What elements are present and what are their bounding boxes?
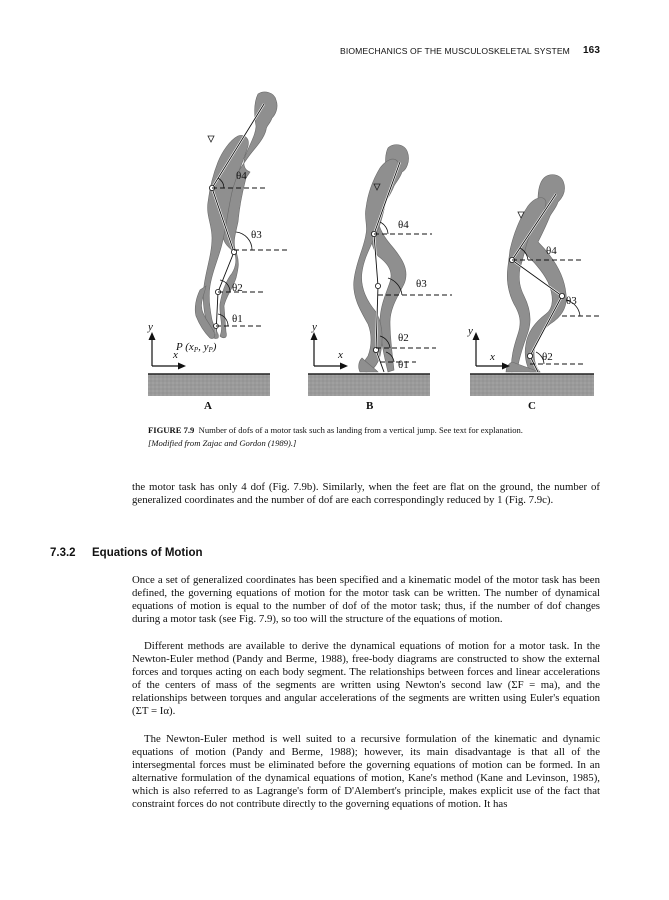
point-p-label: P (xP, yP) [176,341,217,354]
section-heading [50,547,203,559]
caption-text: Number of dofs of a motor task such as landing from a vertical jump. See text for explanation. [198,425,523,435]
axis-y-a: y [148,321,153,333]
angle-theta3-c: θ3 [566,295,577,307]
angle-theta3-b: θ3 [416,278,427,290]
figure-7-9 [140,82,610,422]
axis-x-c: x [490,351,495,363]
paragraph-continuation: the motor task has only 4 dof (Fig. 7.9b). Similarly, when the feet are flat on the ground, the number of generalized coordinates and the number of dof are each correspondingly reduced by 1 (Fig. 7.9c). [132,481,600,507]
angle-theta4-a: θ4 [236,170,247,182]
angle-theta4-b: θ4 [398,219,409,231]
paragraph-equations-intro: Once a set of generalized coordinates has been specified and a kinematic model of the motor task has been defined, the governing equations of motion for the motor task can be written. The number of dynamical equations of motion is equal to the number of dof of the motor task; thus, if the number of dof changes during a motor task (see Fig. 7.9), so too will the structure of the equations of motion. [132,574,600,626]
ground-b [308,374,430,396]
angle-theta1-a: θ1 [232,313,243,325]
figure-caption [148,424,608,450]
page-number: 163 [583,45,600,56]
section-title: Equations of Motion [92,547,203,559]
ground-c [470,374,594,396]
axis-y-c: y [468,325,473,337]
angle-theta2-b: θ2 [398,332,409,344]
section-number: 7.3.2 [50,547,76,559]
paragraph-kanes-method: The Newton-Euler method is well suited to a recursive formulation of the kinematic and dynamic equations of motion (Pandy and Berme, 1988); however, its main disadvantage is that all of the intersegmental forces must be eliminated before the governing equations of motion can be formed. In an alternative formulation of the dynamical equations of motion, Kane's method (Kane and Levinson, 1985), which is also referred to as Lagrange's form of D'Alembert's principle, makes explicit use of the fact that constraint forces do not contribute directly to the governing equations of motion. It has [132,733,600,811]
panel-letter-b: B [366,400,374,412]
caption-source: [Modified from Zajac and Gordon (1989).] [148,438,297,448]
axis-x-a: x [173,349,178,361]
angle-theta2-c: θ2 [542,351,553,363]
angle-theta4-c: θ4 [546,245,557,257]
panel-a [147,92,290,412]
angle-theta1-b: θ1 [398,359,409,371]
panel-b [308,145,452,412]
ground-a [148,374,270,396]
axis-x-b: x [338,349,343,361]
caption-label: FIGURE 7.9 [148,425,195,435]
angle-theta3-a: θ3 [251,229,262,241]
panel-letter-a: A [204,400,212,412]
running-title: BIOMECHANICS OF THE MUSCULOSKELETAL SYSTEM [340,46,570,56]
axis-y-b: y [312,321,317,333]
angle-theta2-a: θ2 [232,282,243,294]
paragraph-newton-euler: Different methods are available to derive the dynamical equations of motion for a motor task. In the Newton-Euler method (Pandy and Berme, 1988), free-body diagrams are constructed to show the external forces and torques acting on each body segment. The relationships between forces and linear accelerations of the centers of mass of the segments are written using Newton's second law (ΣF = ma), and the relationships between torques and angular accelerations of the segments are written using Euler's equation (ΣT = Iα). [132,640,600,718]
panel-letter-c: C [528,400,536,412]
panel-c [467,175,602,412]
